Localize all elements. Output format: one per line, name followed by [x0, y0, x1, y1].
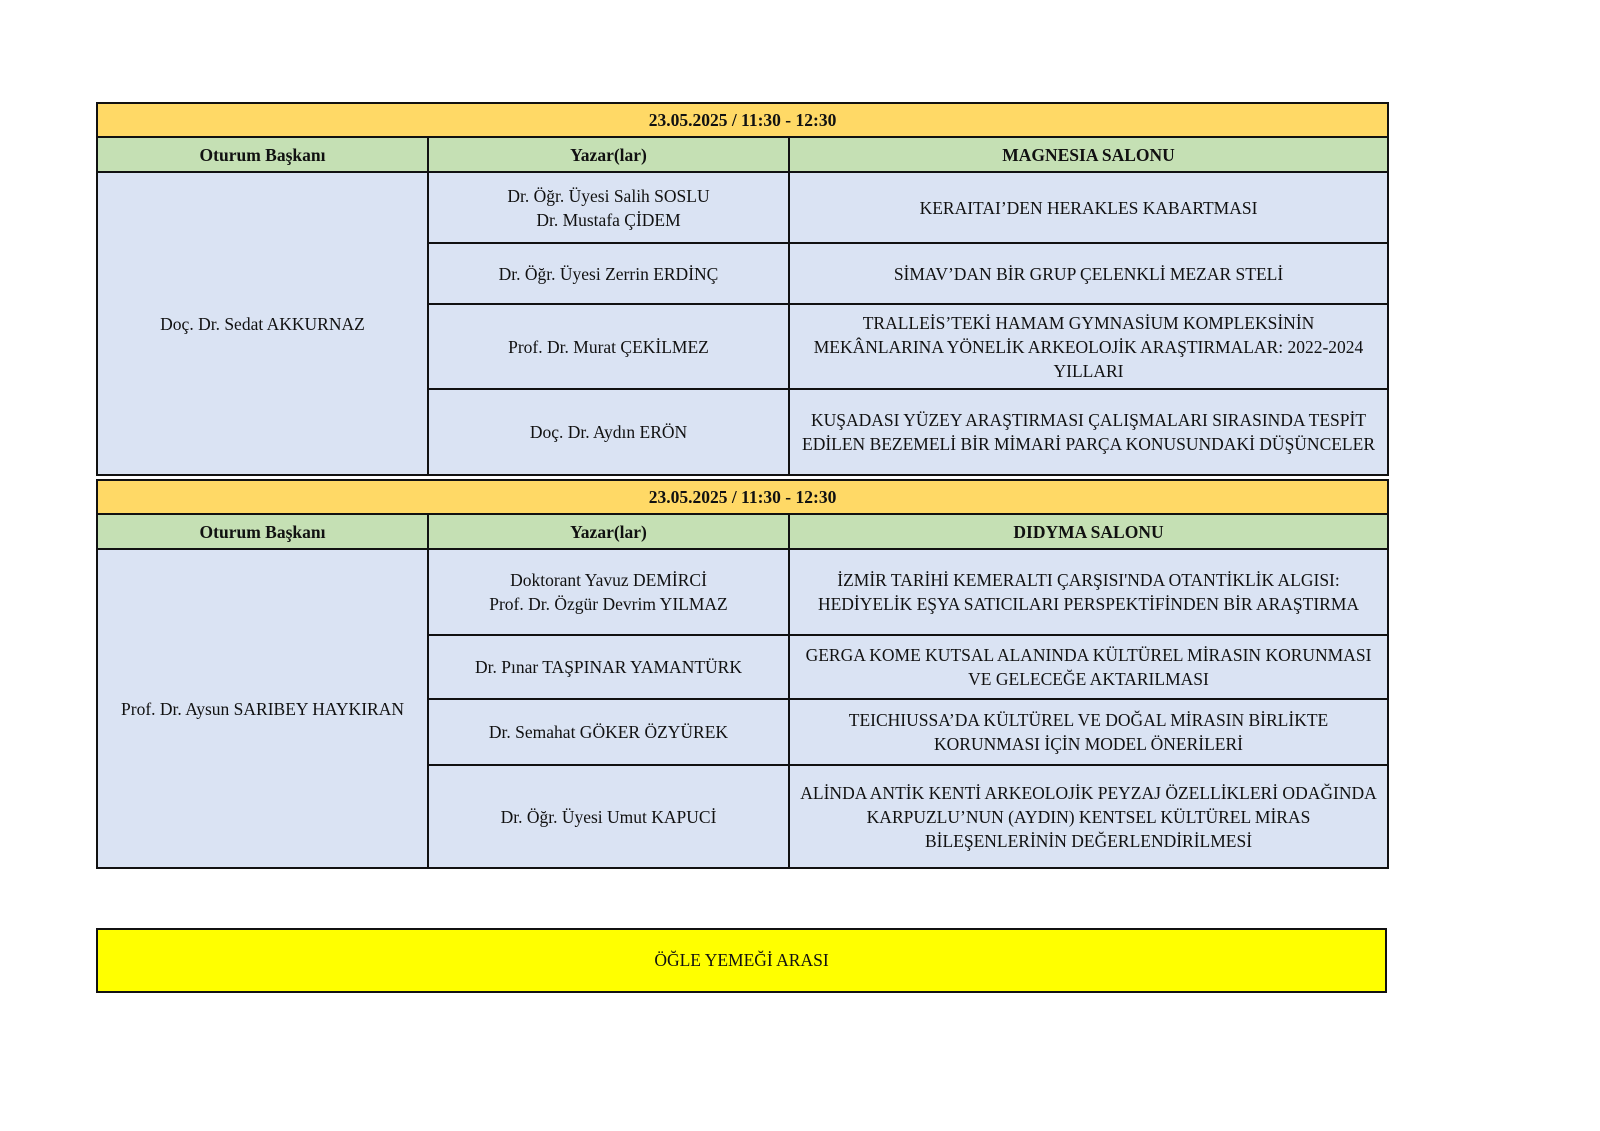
session-chair: Doç. Dr. Sedat AKKURNAZ — [97, 172, 428, 475]
author-name: Dr. Öğr. Üyesi Zerrin ERDİNÇ — [498, 263, 719, 284]
header-authors: Yazar(lar) — [428, 137, 789, 172]
authors-cell — [428, 243, 789, 304]
author-name: Prof. Dr. Murat ÇEKİLMEZ — [508, 336, 709, 357]
author-name: Doktorant Yavuz DEMİRCİ — [510, 570, 707, 590]
authors-cell — [428, 304, 789, 389]
authors-cell — [428, 389, 789, 475]
session-chair: Prof. Dr. Aysun SARIBEY HAYKIRAN — [97, 549, 428, 868]
header-chair: Oturum Başkanı — [97, 137, 428, 172]
paper-title: TEICHIUSSA’DA KÜLTÜREL VE DOĞAL MİRASIN BİRLİKTE KORUNMASI İÇİN MODEL ÖNERİLERİ — [789, 699, 1388, 765]
session-table-magnesia — [96, 102, 1389, 476]
authors-cell — [428, 699, 789, 765]
session-datetime-row — [97, 480, 1388, 514]
header-hall: MAGNESIA SALONU — [789, 137, 1388, 172]
paper-title: KERAITAI’DEN HERAKLES KABARTMASI — [789, 172, 1388, 243]
header-authors: Yazar(lar) — [428, 514, 789, 549]
author-name: Dr. Pınar TAŞPINAR YAMANTÜRK — [475, 657, 742, 677]
authors-cell — [428, 765, 789, 868]
lunch-break-banner: ÖĞLE YEMEĞİ ARASI — [96, 928, 1387, 993]
header-hall: DIDYMA SALONU — [789, 514, 1388, 549]
authors-cell — [428, 549, 789, 635]
author-name: Dr. Öğr. Üyesi Salih SOSLU — [507, 185, 710, 206]
paper-title: KUŞADASI YÜZEY ARAŞTIRMASI ÇALIŞMALARI SIRASINDA TESPİT EDİLEN BEZEMELİ BİR MİMARİ PARÇA KONUSUNDAKİ DÜŞÜNCELER — [789, 389, 1388, 475]
table-row — [97, 172, 1388, 243]
session-datetime: 23.05.2025 / 11:30 - 12:30 — [97, 103, 1388, 137]
table-row — [97, 549, 1388, 635]
author-name: Prof. Dr. Özgür Devrim YILMAZ — [489, 594, 728, 614]
author-name: Dr. Öğr. Üyesi Umut KAPUCİ — [500, 806, 717, 827]
paper-title: GERGA KOME KUTSAL ALANINDA KÜLTÜREL MİRASIN KORUNMASI VE GELECEĞE AKTARILMASI — [789, 635, 1388, 699]
paper-title: TRALLEİS’TEKİ HAMAM GYMNASİUM KOMPLEKSİNİN MEKÂNLARINA YÖNELİK ARKEOLOJİK ARAŞTIRMALAR: 2022-2024 YILLARI — [789, 304, 1388, 389]
session-table-didyma — [96, 479, 1389, 869]
header-row — [97, 137, 1388, 172]
session-datetime: 23.05.2025 / 11:30 - 12:30 — [97, 480, 1388, 514]
author-name: Dr. Mustafa ÇİDEM — [536, 209, 681, 230]
paper-title: ALİNDA ANTİK KENTİ ARKEOLOJİK PEYZAJ ÖZELLİKLERİ ODAĞINDA KARPUZLU’NUN (AYDIN) KENTSEL KÜLTÜREL MİRAS BİLEŞENLERİNİN DEĞERLENDİRİLMESİ — [789, 765, 1388, 868]
author-name: Dr. Semahat GÖKER ÖZYÜREK — [488, 722, 729, 742]
paper-title: SİMAV’DAN BİR GRUP ÇELENKLİ MEZAR STELİ — [789, 243, 1388, 304]
header-chair: Oturum Başkanı — [97, 514, 428, 549]
paper-title: İZMİR TARİHİ KEMERALTI ÇARŞISI'NDA OTANTİKLİK ALGISI: HEDİYELİK EŞYA SATICILARI PERSPEKTİFİNDEN BİR ARAŞTIRMA — [789, 549, 1388, 635]
session-datetime-row — [97, 103, 1388, 137]
author-name: Doç. Dr. Aydın ERÖN — [529, 422, 688, 442]
authors-cell — [428, 635, 789, 699]
authors-cell — [428, 172, 789, 243]
header-row — [97, 514, 1388, 549]
